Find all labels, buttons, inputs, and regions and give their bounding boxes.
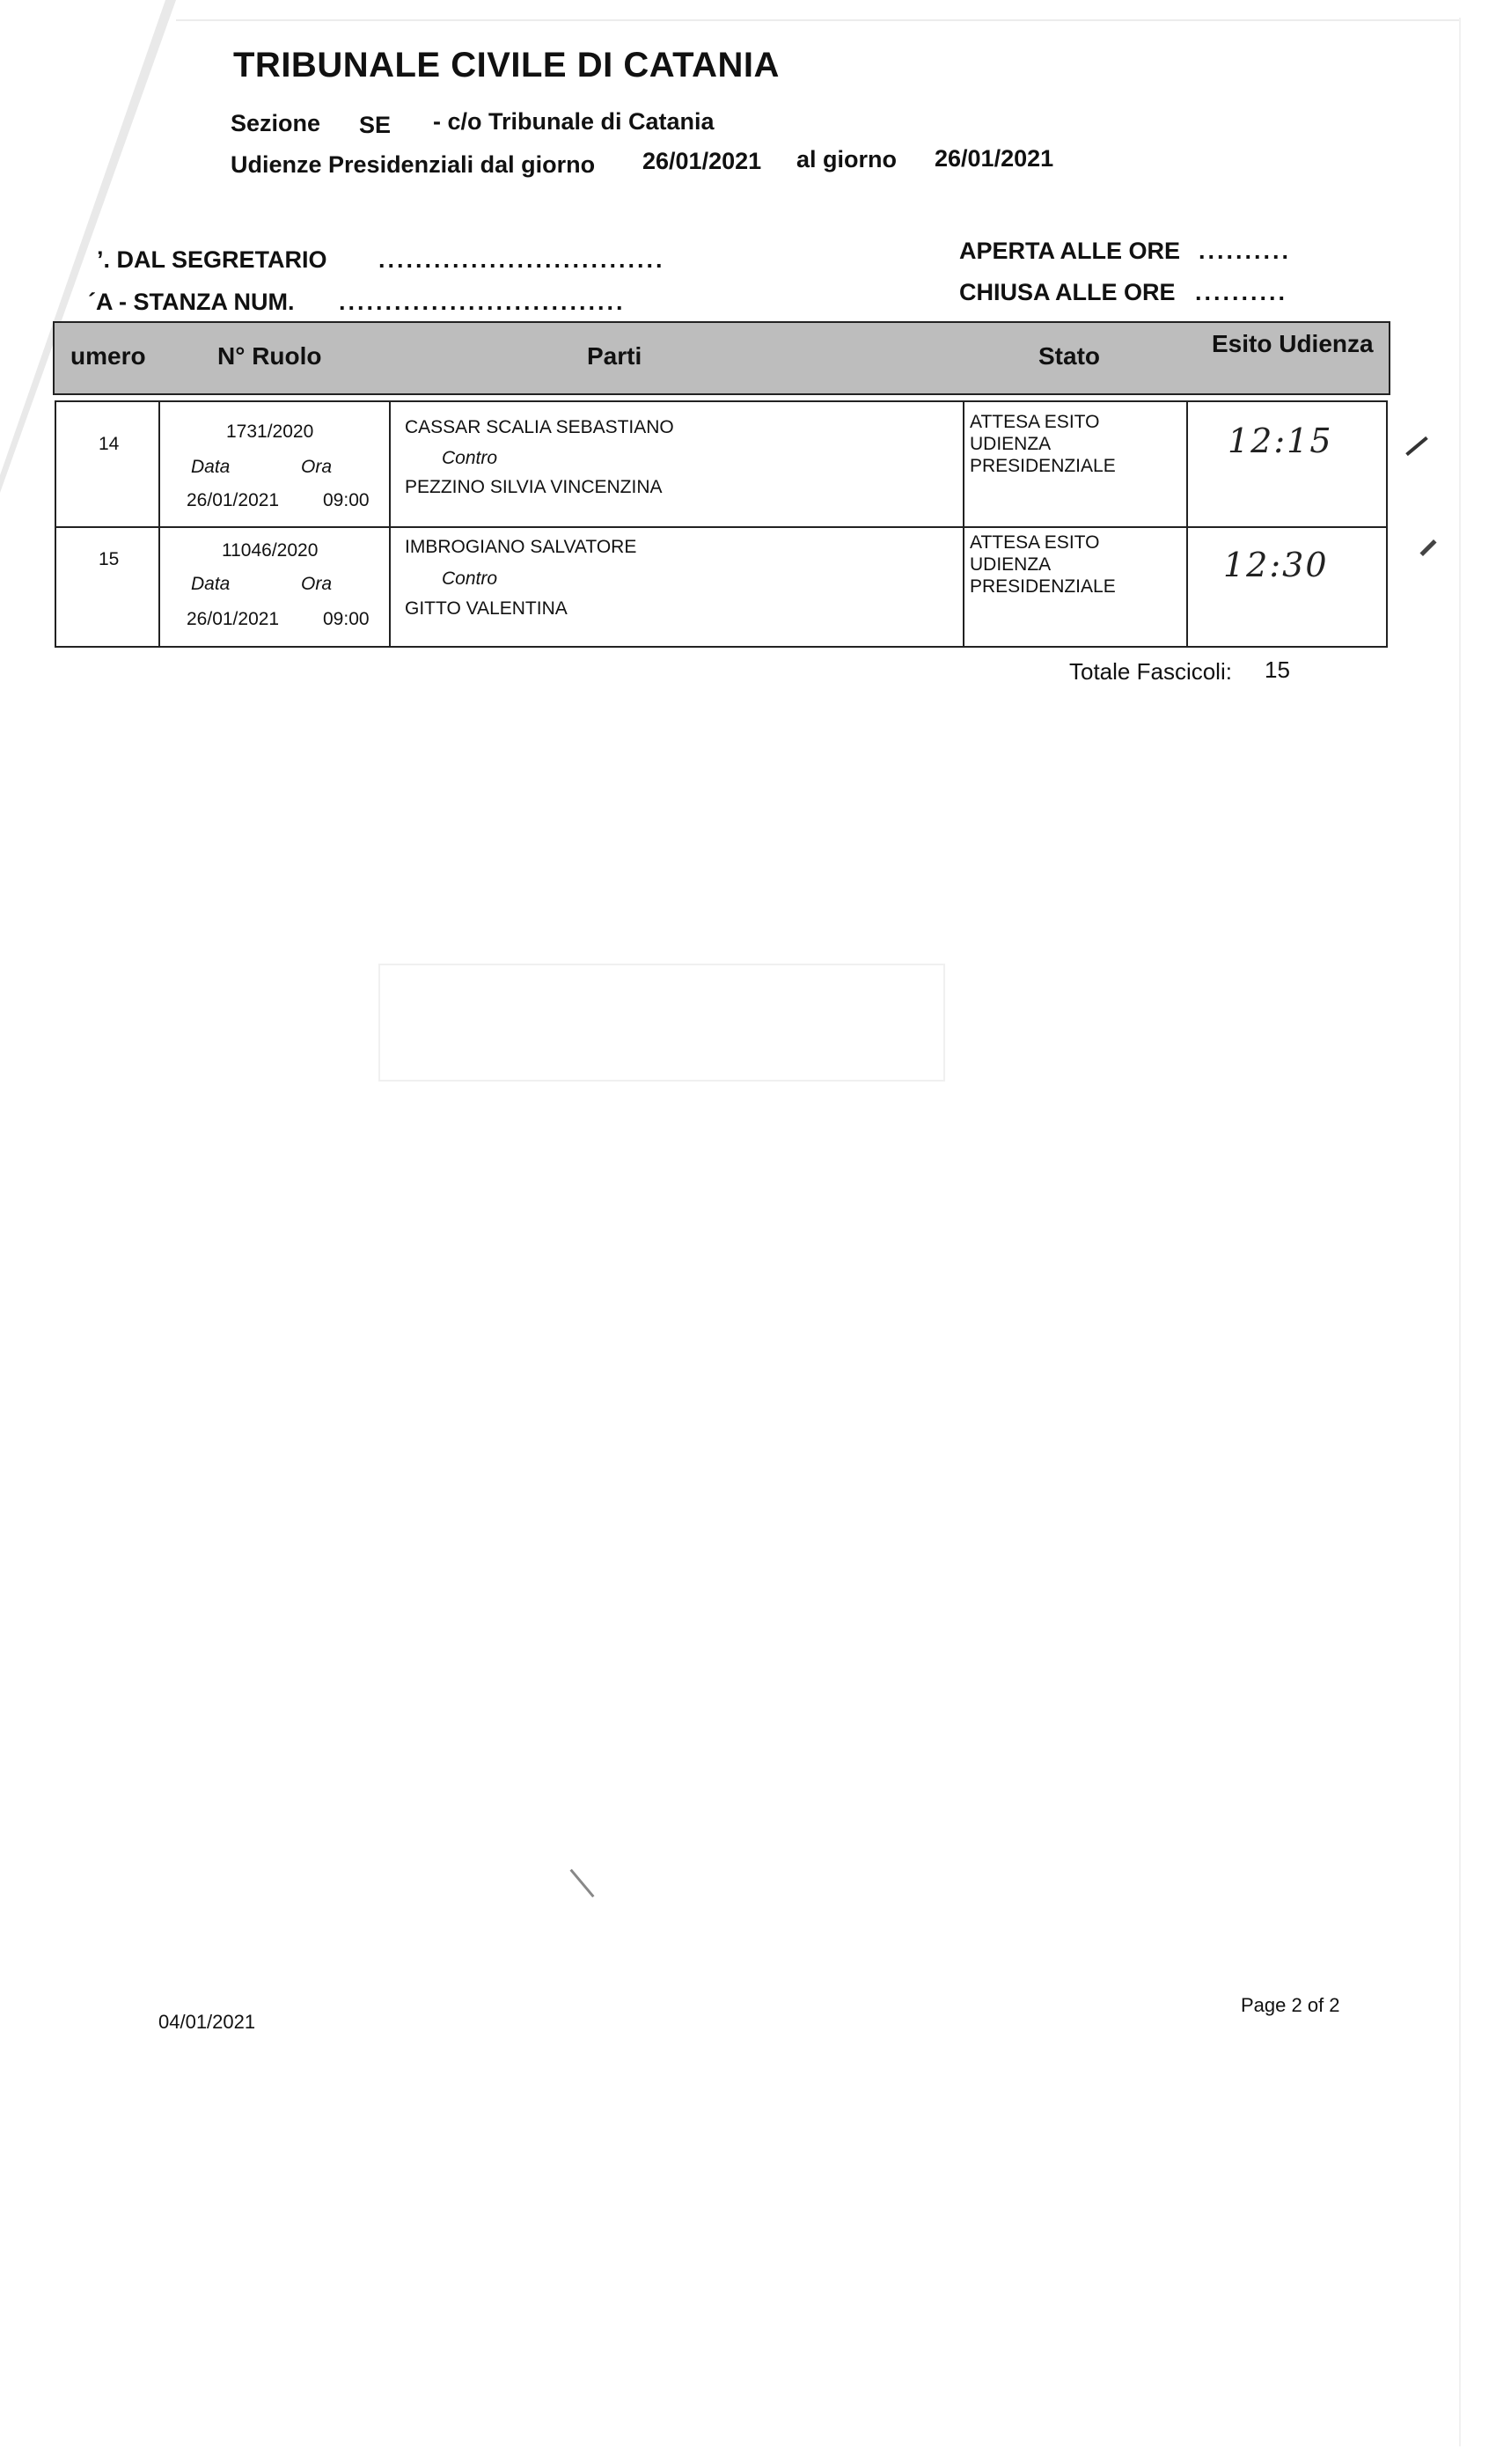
cell-numero xyxy=(56,528,160,646)
pen-mark xyxy=(1419,539,1436,556)
bleed-through-table xyxy=(378,964,945,1082)
document-title: TRIBUNALE CIVILE DI CATANIA xyxy=(233,46,780,84)
handwritten-time: 12:30 xyxy=(1223,546,1329,584)
stato-line: UDIENZA xyxy=(970,554,1052,575)
stato-line: ATTESA ESITO xyxy=(970,412,1100,432)
date-to: 26/01/2021 xyxy=(935,145,1054,172)
cell-ruolo xyxy=(160,528,391,646)
closed-label: CHIUSA ALLE ORE xyxy=(959,279,1176,305)
total-label: Totale Fascicoli: xyxy=(1069,658,1232,685)
cell-esito xyxy=(1188,528,1386,646)
row-numero: 14 xyxy=(99,434,120,454)
section-label: Sezione xyxy=(231,110,321,136)
secretary-dots: ............................... xyxy=(378,246,665,273)
row-date: 26/01/2021 xyxy=(187,490,280,510)
row-time: 09:00 xyxy=(323,609,370,629)
header-stato: Stato xyxy=(1038,342,1100,370)
date-from: 26/01/2021 xyxy=(642,148,762,174)
row-numero: 15 xyxy=(99,549,120,569)
pen-mark xyxy=(1405,436,1428,456)
row-time: 09:00 xyxy=(323,490,370,510)
to-label: al giorno xyxy=(796,146,897,172)
row-party2: PEZZINO SILVIA VINCENZINA xyxy=(405,477,663,497)
row-party1: IMBROGIANO SALVATORE xyxy=(405,537,637,557)
cell-esito xyxy=(1188,402,1386,528)
header-parti: Parti xyxy=(587,342,642,370)
page-number: Page 2 of 2 xyxy=(1241,1994,1340,2016)
stato-line: ATTESA ESITO xyxy=(970,532,1100,553)
cell-numero xyxy=(56,402,160,528)
pen-mark xyxy=(569,1869,594,1898)
print-date: 04/01/2021 xyxy=(158,2011,256,2033)
data-label: Data xyxy=(191,457,231,477)
room-dots: ............................... xyxy=(339,289,626,315)
header-ruolo: N° Ruolo xyxy=(217,342,322,370)
ora-label: Ora xyxy=(301,457,333,477)
table-row xyxy=(55,526,1388,648)
closed-dots: .......... xyxy=(1195,279,1288,305)
scan-top-edge xyxy=(176,19,1461,21)
row-stato xyxy=(970,532,1116,598)
cell-stato xyxy=(964,528,1188,646)
row-date: 26/01/2021 xyxy=(187,609,280,629)
row-party2: GITTO VALENTINA xyxy=(405,598,568,619)
room-label: ´A - STANZA NUM. xyxy=(88,289,295,315)
section-value: SE xyxy=(359,112,392,138)
stato-line: PRESIDENZIALE xyxy=(970,456,1116,476)
total-value: 15 xyxy=(1265,656,1290,683)
header-esito: Esito Udienza xyxy=(1212,330,1374,357)
row-contro: Contro xyxy=(442,568,498,589)
handwritten-time: 12:15 xyxy=(1228,422,1333,460)
data-label: Data xyxy=(191,574,231,594)
cell-parti xyxy=(391,402,964,528)
row-contro: Contro xyxy=(442,448,498,468)
cell-parti xyxy=(391,528,964,646)
opened-dots: .......... xyxy=(1199,238,1292,264)
cell-stato xyxy=(964,402,1188,528)
row-party1: CASSAR SCALIA SEBASTIANO xyxy=(405,417,674,437)
row-ruolo: 1731/2020 xyxy=(226,422,314,442)
cell-ruolo xyxy=(160,402,391,528)
secretary-label: ’. DAL SEGRETARIO xyxy=(97,246,327,273)
location: - c/o Tribunale di Catania xyxy=(433,108,715,135)
header-numero: umero xyxy=(70,342,146,370)
ora-label: Ora xyxy=(301,574,333,594)
hearings-label: Udienze Presidenziali dal giorno xyxy=(231,151,596,178)
scan-right-edge xyxy=(1459,18,1461,2446)
stato-line: UDIENZA xyxy=(970,434,1052,454)
table-header xyxy=(53,321,1390,395)
opened-label: APERTA ALLE ORE xyxy=(959,238,1181,264)
table-row xyxy=(55,400,1388,530)
stato-line: PRESIDENZIALE xyxy=(970,576,1116,597)
row-ruolo: 11046/2020 xyxy=(222,540,319,561)
row-stato xyxy=(970,411,1116,477)
